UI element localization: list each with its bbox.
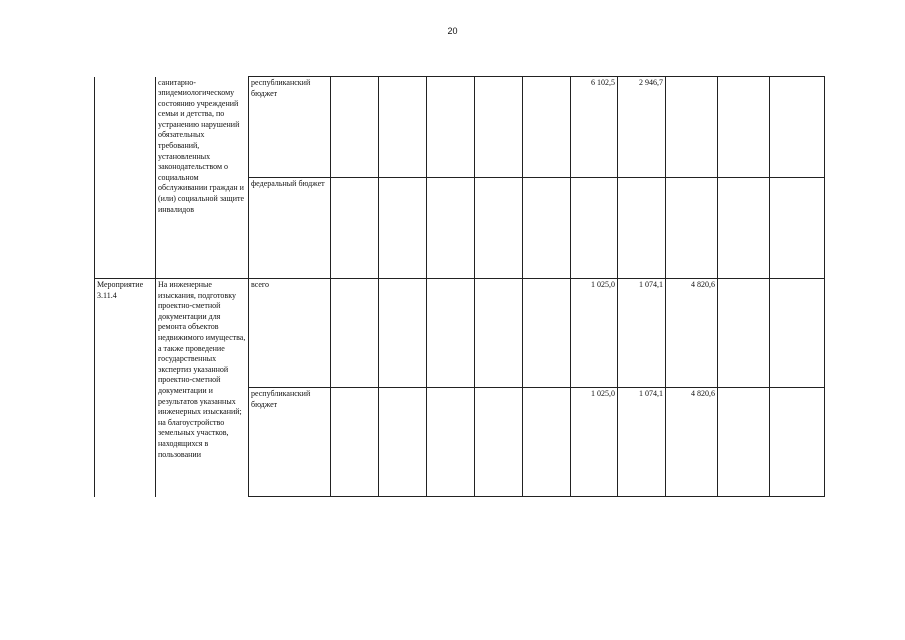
value-cell <box>718 77 770 178</box>
page-number: 20 <box>447 26 458 36</box>
source-cell <box>249 178 331 279</box>
value-cell <box>379 178 427 279</box>
budget-table <box>94 76 825 497</box>
event-cell <box>95 279 156 497</box>
value-cell <box>571 178 618 279</box>
value-cell <box>666 77 718 178</box>
value-cell <box>427 77 475 178</box>
value-cell <box>379 388 427 497</box>
value-cell: 6 102,5 <box>571 77 618 178</box>
value-cell <box>770 388 825 497</box>
event-text: Мероприятие 3.11.4 <box>97 280 144 300</box>
value-cell: 1 074,1 <box>618 279 666 388</box>
value-cell: 1 074,1 <box>618 388 666 497</box>
value-cell: 4 820,6 <box>666 388 718 497</box>
value-cell <box>475 279 523 388</box>
source-text: федеральный бюджет <box>251 179 325 188</box>
value-cell: 1 025,0 <box>571 388 618 497</box>
value-cell <box>666 178 718 279</box>
value-cell <box>718 279 770 388</box>
value-cell <box>427 388 475 497</box>
value-cell: 4 820,6 <box>666 279 718 388</box>
value-cell: 1 025,0 <box>571 279 618 388</box>
value-cell <box>770 279 825 388</box>
description-text: На инженерные изыскания, подготовку проектно-сметной документации для ремонта объектов недвижимого имущества, а также проведение государственных экспертиз указанной проектно-сметной документации и результатов указанных инженерных изысканий; на благоустройство земельных участков, находящихся в пользовании <box>158 280 246 459</box>
event-cell-empty <box>95 77 156 279</box>
value-cell <box>331 388 379 497</box>
value-cell: 2 946,7 <box>618 77 666 178</box>
description-cell <box>156 279 249 497</box>
table-row <box>95 77 825 178</box>
value-cell <box>718 178 770 279</box>
value-cell <box>427 279 475 388</box>
value-cell <box>770 77 825 178</box>
value-cell <box>523 77 571 178</box>
value-cell <box>475 388 523 497</box>
source-cell <box>249 279 331 388</box>
value-cell <box>523 178 571 279</box>
value-cell <box>379 279 427 388</box>
source-text: республиканский бюджет <box>251 389 311 409</box>
value-cell <box>523 388 571 497</box>
source-text: всего <box>251 280 270 289</box>
description-text: санитарно-эпидемиологическому состоянию учреждений семьи и детства, по устранению нарушений обязательных требований, установленных законодательством о социальном обслуживании граждан и (или) социальной защите инвалидов <box>158 77 245 214</box>
value-cell <box>618 178 666 279</box>
value-cell <box>770 178 825 279</box>
value-cell <box>331 279 379 388</box>
table-row <box>95 279 825 388</box>
source-text: республиканский бюджет <box>251 78 311 98</box>
value-cell <box>523 279 571 388</box>
source-cell <box>249 77 331 178</box>
value-cell <box>718 388 770 497</box>
value-cell <box>331 178 379 279</box>
value-cell <box>475 178 523 279</box>
description-cell <box>156 77 249 279</box>
value-cell <box>427 178 475 279</box>
value-cell <box>379 77 427 178</box>
value-cell <box>475 77 523 178</box>
source-cell <box>249 388 331 497</box>
value-cell <box>331 77 379 178</box>
